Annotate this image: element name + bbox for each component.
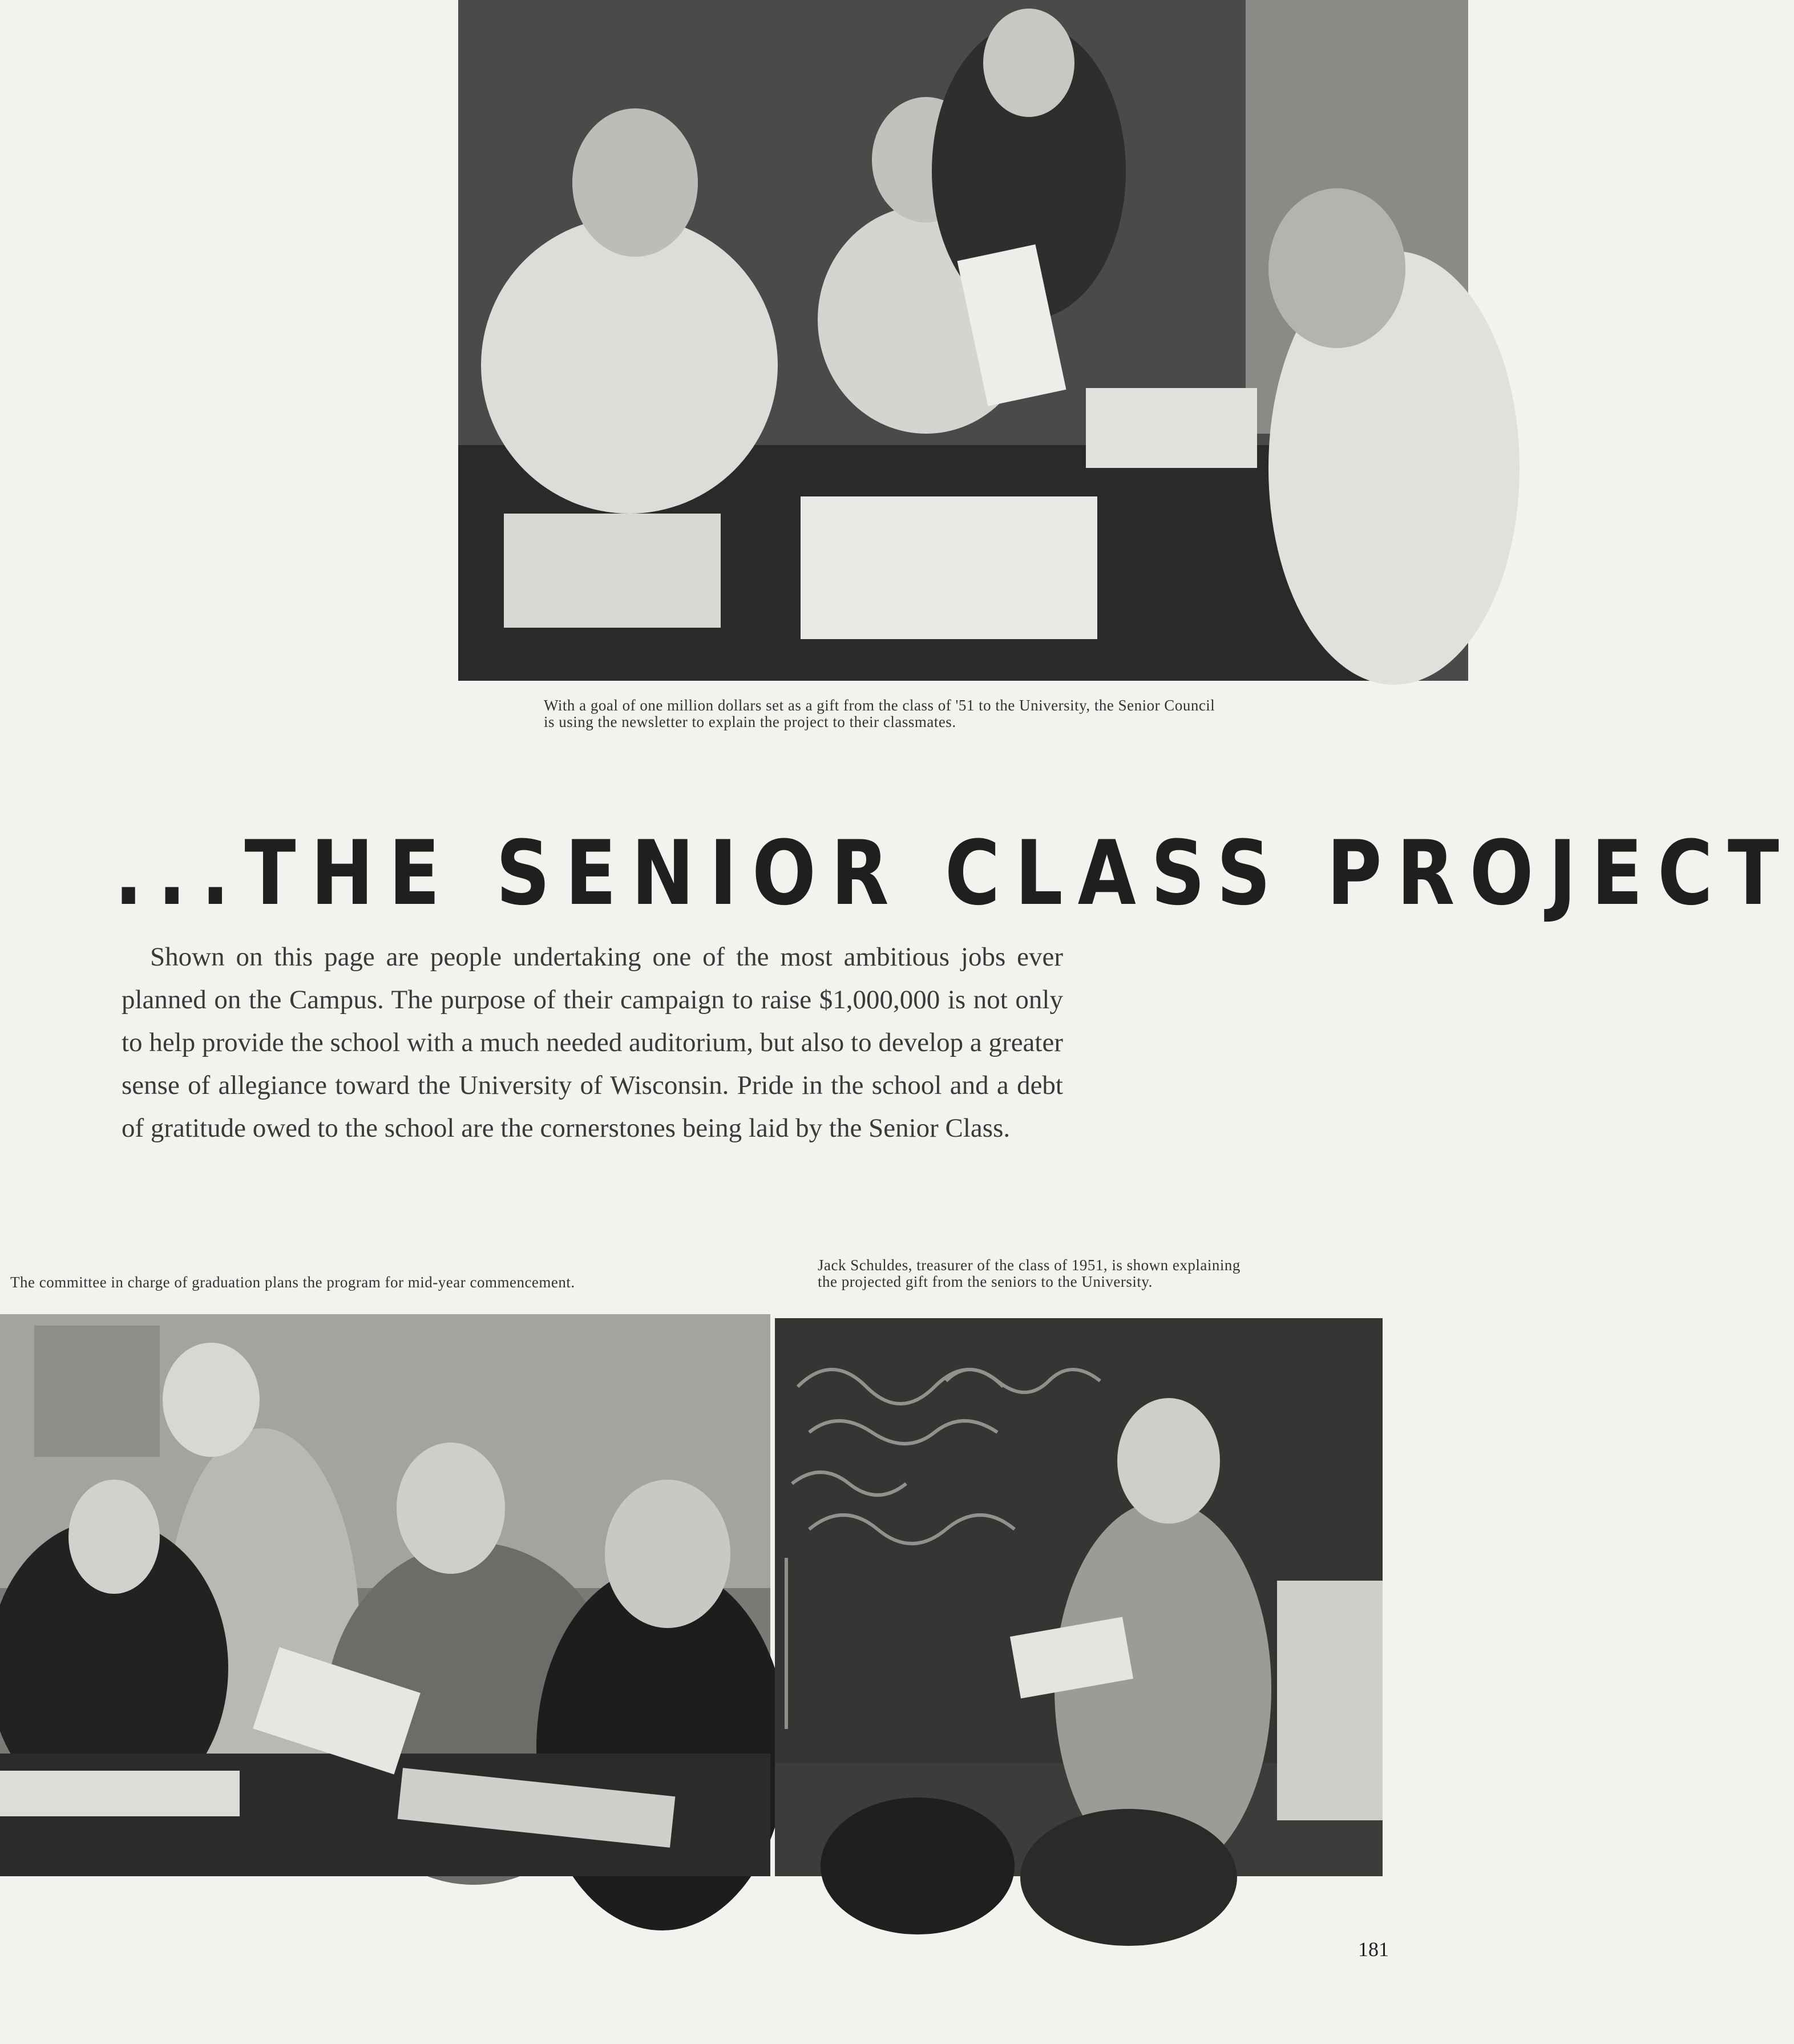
bottom-right-photo-caption bbox=[818, 1257, 1388, 1290]
top-photo-caption bbox=[544, 697, 1434, 730]
page-headline: ...THE SENIOR CLASS PROJECT bbox=[114, 822, 1794, 926]
top-photo bbox=[458, 0, 1468, 681]
bottom-left-photo bbox=[0, 1314, 770, 1876]
bottom-left-photo-art bbox=[0, 1314, 770, 1876]
bottom-left-photo-caption bbox=[10, 1274, 752, 1291]
bottom-right-photo bbox=[775, 1318, 1383, 1876]
top-photo-caption-line1: With a goal of one million dollars set as a gift from the class of '51 to the University, the Senior Council bbox=[544, 697, 1215, 714]
top-photo-art bbox=[458, 0, 1468, 681]
bottom-right-photo-art bbox=[775, 1318, 1383, 1876]
page-number: 181 bbox=[1358, 1938, 1389, 1961]
bottom-right-photo-caption-line2: the projected gift from the seniors to the University. bbox=[818, 1273, 1153, 1290]
top-photo-caption-line2: is using the newsletter to explain the project to their classmates. bbox=[544, 713, 956, 730]
bottom-right-photo-caption-line1: Jack Schuldes, treasurer of the class of 1951, is shown explaining bbox=[818, 1257, 1241, 1274]
body-paragraph: Shown on this page are people undertaking one of the most ambitious jobs ever planned on the Campus. The purpose of their campaign to raise $1,000,000 is not only to help provide the school with a much needed auditorium, but also to develop a greater sense of allegiance toward the University of Wisconsin. Pride in the school and a debt of gratitude owed to the school are the cornerstones being laid by the Senior Class. bbox=[122, 942, 1063, 1143]
bottom-left-photo-caption-text: The committee in charge of graduation plans the program for mid-year commencement. bbox=[10, 1274, 575, 1291]
